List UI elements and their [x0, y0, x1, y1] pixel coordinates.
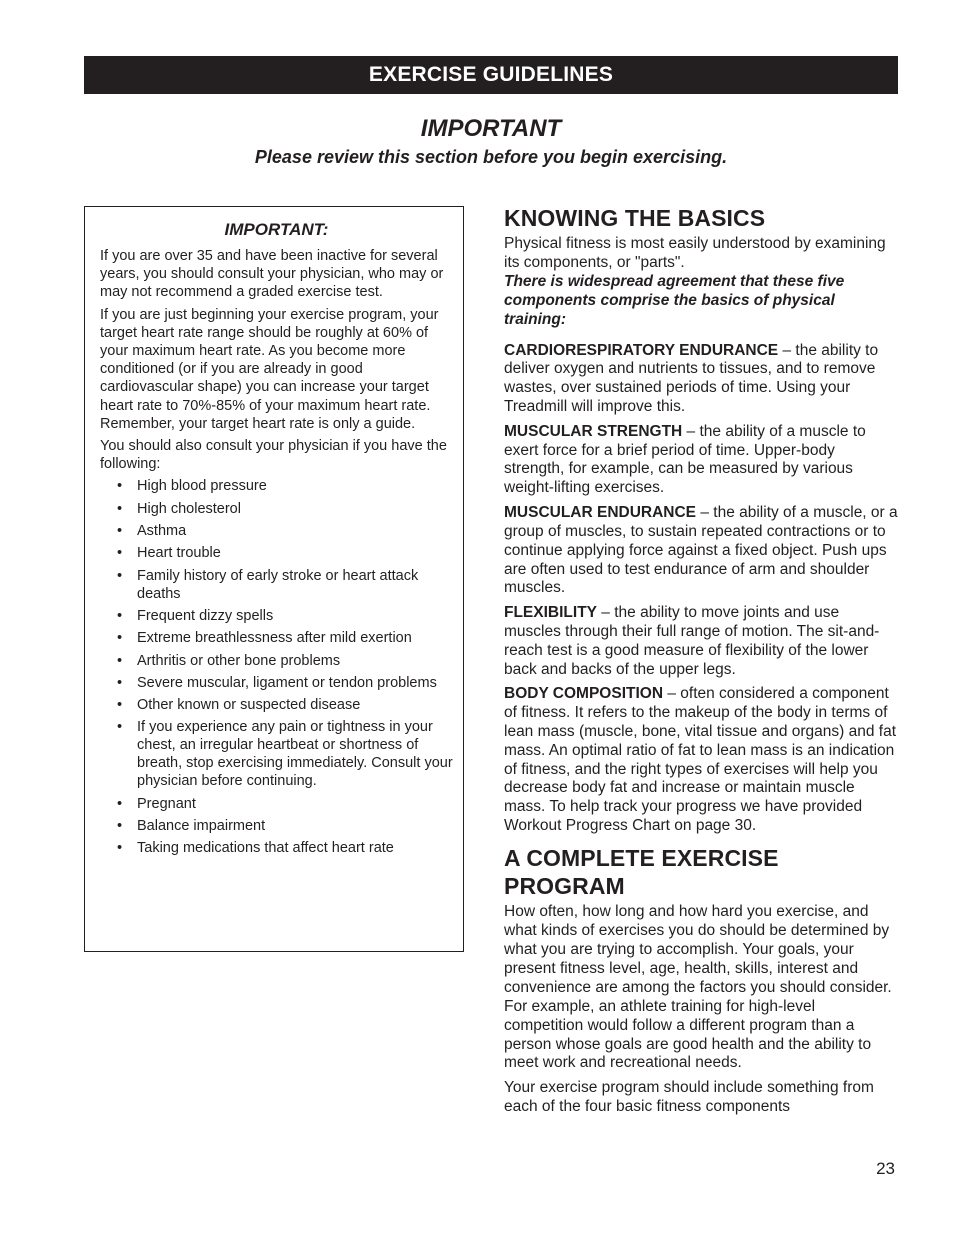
intro-subheading: Please review this section before you begin exercising.: [254, 147, 728, 167]
box-paragraph: If you are over 35 and have been inactive for several years, you should consult your physician, who may or may not recommend a graded exercise test.: [100, 248, 444, 301]
list-item-text: Family history of early stroke or heart attack deaths: [137, 567, 419, 602]
component-text: – the ability to move joints and use muscles through their full range of motion. The sit-and-reach test is a good measure of flexibility of the lower back and backs of the upper legs.: [504, 603, 880, 678]
condition-list: [100, 477, 453, 857]
list-item-text: Asthma: [137, 523, 187, 540]
bullet-icon: •: [117, 818, 123, 834]
component-text: – the ability of a muscle, or a group of muscles, to sustain repeated contractions or to continue applying force against a fixed object. Push ups are often used to test endurance of arm and shoulder muscles.: [504, 503, 898, 597]
list-item: [100, 817, 453, 835]
page-number: 23: [876, 1159, 895, 1178]
component-text: – the ability of a muscle to exert force for a brief period of time. Upper-body strength, for example, can be measured by various weight-lifting exercises.: [504, 422, 866, 497]
bullet-icon: •: [117, 545, 123, 562]
component-paragraph: [504, 342, 898, 418]
list-item: [100, 607, 453, 625]
bullet-icon: •: [117, 795, 123, 812]
bullet-icon: •: [117, 674, 123, 691]
program-heading: A COMPLETE EXERCISE PROGRAM: [504, 845, 779, 900]
list-item: [100, 500, 453, 518]
intro: [84, 114, 898, 170]
list-item: [100, 839, 453, 857]
component-paragraph: [504, 423, 898, 499]
list-item-text: Pregnant: [137, 795, 196, 812]
list-item: [100, 629, 453, 647]
basics-lead: Physical fitness is most easily understood by examining its components, or "parts".: [504, 235, 886, 271]
section-title: EXERCISE GUIDELINES: [368, 63, 614, 86]
component-term: MUSCULAR STRENGTH: [504, 422, 683, 440]
box-paragraph: If you are just beginning your exercise program, your target heart rate range should be roughly at 60% of your maximum heart rate. As you become more conditioned (or if you are already in good cardiovascular shape) you can increase your target heart rate to 70%-85% of your maximum heart rate. Remember, your target heart rate is only a guide.: [100, 306, 439, 432]
bullet-icon: •: [117, 607, 123, 624]
bullet-icon: •: [117, 652, 123, 669]
component-paragraph: [504, 685, 898, 836]
list-item: [100, 795, 453, 813]
program-paragraph: How often, how long and how hard you exercise, and what kinds of exercises you do should be determined by what you are trying to accomplish. Your goals, your present fitness level, age, health, skills, interest and convenience are among the factors you should consider. For example, an athlete training for high-level competition would follow a different program than a person whose goals are good health and the ability to meet work and recreational needs.: [504, 903, 892, 1072]
important-box-title: IMPORTANT:: [224, 220, 329, 239]
component-term: FLEXIBILITY: [504, 603, 597, 621]
bullet-icon: •: [117, 630, 123, 647]
important-box: [84, 206, 464, 952]
bullet-icon: •: [117, 500, 123, 517]
section-banner: [84, 56, 898, 94]
bullet-icon: •: [117, 697, 123, 714]
list-item-text: Extreme breathlessness after mild exertion: [137, 630, 412, 647]
component-term: CARDIORESPIRATORY ENDURANCE: [504, 341, 779, 359]
bullet-icon: •: [117, 719, 123, 736]
program-paragraph: Your exercise program should include something from each of the four basic fitness components: [504, 1078, 874, 1115]
component-paragraph: [504, 504, 898, 599]
list-item: [100, 652, 453, 670]
basics-agreement: There is widespread agreement that these five components comprise the basics of physical training:: [504, 272, 845, 328]
bullet-icon: •: [117, 523, 123, 540]
component-text: – often considered a component of fitness. It refers to the makeup of the body in terms of lean mass (muscle, bone, vital tissue and organs) and fat mass. An optimal ratio of fat to lean mass is an indication of fitness, and the right types of exercises will help you decrease body fat and increase or maintain muscle mass. To help track your progress we have provided Workout Progress Chart on page 30.: [504, 684, 897, 835]
list-item-text: Balance impairment: [137, 818, 266, 834]
list-item-text: Severe muscular, ligament or tendon problems: [137, 674, 437, 691]
list-item: [100, 477, 453, 495]
list-item-text: Frequent dizzy spells: [137, 607, 274, 624]
list-item-text: High blood pressure: [137, 478, 267, 495]
list-item: [100, 674, 453, 692]
component-text: – the ability to deliver oxygen and nutrients to tissues, and to remove wastes, over sustained periods of time. Using your Treadmill will improve this.: [504, 341, 879, 416]
component-paragraph: [504, 604, 898, 680]
bullet-icon: •: [117, 567, 123, 584]
list-item: [100, 718, 453, 790]
list-item-text: Heart trouble: [137, 545, 221, 562]
list-item: [100, 544, 453, 562]
list-item-text: Taking medications that affect heart rate: [137, 840, 394, 857]
box-paragraph: You should also consult your physician if you have the following:: [100, 438, 447, 473]
basics-heading: KNOWING THE BASICS: [504, 205, 766, 231]
intro-heading: IMPORTANT: [420, 115, 562, 142]
list-item: [100, 696, 453, 714]
component-term: MUSCULAR ENDURANCE: [504, 503, 697, 521]
list-item-text: Other known or suspected disease: [137, 697, 361, 714]
list-item: [100, 567, 453, 603]
list-item: [100, 522, 453, 540]
list-item-text: High cholesterol: [137, 500, 241, 517]
component-term: BODY COMPOSITION: [504, 684, 664, 702]
right-column: [504, 204, 898, 1122]
list-item-text: Arthritis or other bone problems: [137, 652, 341, 669]
bullet-icon: •: [117, 840, 123, 857]
bullet-icon: •: [117, 478, 123, 495]
list-item-text: If you experience any pain or tightness in your chest, an irregular heartbeat or shortness of breath, stop exercising immediately. Consult your physician before continuing.: [137, 719, 453, 790]
